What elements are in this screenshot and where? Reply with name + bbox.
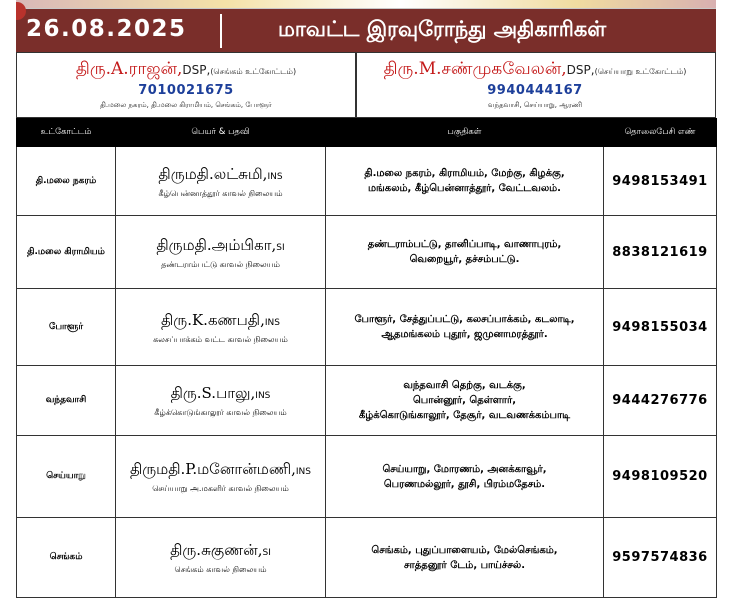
officer-rank: DSP, bbox=[182, 63, 211, 77]
areas-cell bbox=[326, 289, 604, 366]
patrol-officer-rank: SI bbox=[276, 242, 285, 253]
officer-name: திரு.M.சண்முகவேலன், bbox=[383, 59, 567, 79]
officer-card bbox=[355, 53, 715, 117]
column-header-areas: பகுதிகள் bbox=[326, 119, 604, 147]
areas-cell bbox=[326, 216, 604, 289]
officer-division: (செய்யாறு உட்கோட்டம்) bbox=[594, 67, 687, 76]
name-rank-cell bbox=[116, 518, 326, 598]
subdivision-cell: தி.மலை கிராமியம் bbox=[17, 216, 116, 289]
patrol-officer-name: திரு.S.பாலு, bbox=[170, 384, 256, 402]
patrol-officer-name: திரு.K.கணபதி, bbox=[161, 310, 265, 329]
subdivision-cell: செங்கம் bbox=[17, 518, 116, 598]
patrol-officer-rank: INS bbox=[264, 317, 280, 328]
phone-cell: 9498153491 bbox=[604, 147, 717, 216]
patrol-officer-name: திருமதி.அம்பிகா, bbox=[156, 235, 277, 254]
subdivision-cell: தி.மலை நகரம் bbox=[17, 147, 116, 216]
subdivision-cell: போளூர் bbox=[17, 289, 116, 366]
column-header-name-rank: பெயர் & பதவி bbox=[116, 119, 326, 147]
officer-card bbox=[17, 53, 357, 117]
page-title: மாவட்ட இரவுரோந்து அதிகாரிகள் bbox=[278, 17, 607, 41]
table-row bbox=[17, 436, 717, 518]
table-row bbox=[17, 216, 717, 289]
patrol-officer-rank: SI bbox=[262, 548, 271, 558]
area-line: பெரணமல்லூர், தூசி, பிரம்மதேசம். bbox=[383, 478, 546, 490]
phone-cell: 9597574836 bbox=[604, 518, 717, 598]
area-line: தி.மலை நகரம், கிராமியம், மேற்கு, கிழக்கு, bbox=[364, 168, 565, 179]
patrol-officer-name: திரு.சுகுணன், bbox=[170, 541, 263, 559]
areas-cell bbox=[326, 147, 604, 216]
header-banner bbox=[16, 0, 716, 52]
officer-phone: 7010021675 bbox=[138, 83, 234, 98]
police-station: தண்டராம்பட்டு காவல் நிலையம் bbox=[161, 259, 280, 269]
officer-division: (செங்கம் உட்கோட்டம்) bbox=[210, 67, 297, 76]
area-line: போளூர், சேத்துப்பட்டு, கலசப்பாக்கம், கடலாடி, bbox=[354, 314, 575, 325]
banner-divider bbox=[220, 14, 222, 48]
column-header-subdivision: உட்கோட்டம் bbox=[17, 119, 116, 147]
patrol-officer-name: திருமதி.லட்சுமி, bbox=[158, 164, 268, 183]
table-row bbox=[17, 366, 717, 436]
patrol-officer-rank: INS bbox=[267, 171, 283, 182]
police-station: கலசப்பாக்கம் வட்ட காவல் நிலையம் bbox=[153, 334, 288, 344]
table-row bbox=[17, 518, 717, 598]
column-header-phone: தொலைபேசி எண் bbox=[604, 119, 717, 147]
phone-cell: 9444276776 bbox=[604, 366, 717, 436]
table-row bbox=[17, 289, 717, 366]
name-rank-cell bbox=[116, 289, 326, 366]
phone-cell: 9498155034 bbox=[604, 289, 717, 366]
phone-cell: 8838121619 bbox=[604, 216, 717, 289]
name-rank-cell bbox=[116, 436, 326, 518]
officer-areas: தி.மலை நகரம், தி.மலை கிராமியம், செங்கம், போளூர் bbox=[100, 101, 272, 109]
subdivision-cell: செய்யாறு bbox=[17, 436, 116, 518]
area-line: கீழ்க்கொடுங்காலூர், தேசூர், வடவணக்கம்பாடி bbox=[358, 410, 571, 421]
subdivision-cell: வந்தவாசி bbox=[17, 366, 116, 436]
patrol-officer-name: திருமதி.P.மனோன்மணி, bbox=[129, 460, 296, 478]
area-line: பொன்னூர், தெள்ளார், bbox=[412, 395, 517, 406]
area-line: சாத்தனூர் டேம், பாய்ச்சல். bbox=[403, 559, 526, 571]
police-station: கீழ்பென்னாத்தூர் காவல் நிலையம் bbox=[158, 188, 283, 198]
officer-rank: DSP, bbox=[566, 63, 595, 77]
police-station: கீழ்க்கொடுங்காலூர் காவல் நிலையம் bbox=[154, 408, 287, 417]
table-header-row bbox=[17, 119, 717, 147]
areas-cell bbox=[326, 518, 604, 598]
patrol-officer-rank: INS bbox=[255, 391, 271, 401]
area-line: மங்கலம், கீழ்பென்னாத்தூர், வேட்டவலம். bbox=[368, 183, 561, 194]
decorative-stripe bbox=[16, 0, 716, 8]
areas-cell bbox=[326, 436, 604, 518]
areas-cell bbox=[326, 366, 604, 436]
officer-name-line bbox=[17, 59, 355, 81]
night-patrol-table bbox=[16, 118, 717, 598]
area-line: செங்கம், புதுப்பாளையம், மேல்செங்கம், bbox=[371, 544, 558, 556]
officer-name-line bbox=[355, 59, 715, 81]
police-station: செய்யாறு அ.மகளிர் காவல் நிலையம் bbox=[152, 484, 289, 493]
area-line: வெறையூர், தச்சம்பட்டு. bbox=[409, 254, 520, 265]
officer-areas: வந்தவாசி, செய்யாறு, ஆரணி bbox=[487, 101, 583, 109]
area-line: ஆதமங்கலம் புதூர், ஜமுனாமரத்தூர். bbox=[381, 329, 548, 340]
area-line: வந்தவாசி தெற்கு, வடக்கு, bbox=[403, 380, 526, 391]
roster-date: 26.08.2025 bbox=[26, 16, 187, 42]
police-station: செங்கம் காவல் நிலையம் bbox=[174, 565, 267, 574]
table-row bbox=[17, 147, 717, 216]
area-line: தண்டராம்பட்டு, தானிப்பாடி, வாணாபுரம், bbox=[367, 239, 562, 250]
officer-phone: 9940444167 bbox=[487, 83, 583, 98]
phone-cell: 9498109520 bbox=[604, 436, 717, 518]
name-rank-cell bbox=[116, 216, 326, 289]
name-rank-cell bbox=[116, 366, 326, 436]
officer-name: திரு.A.ராஜன், bbox=[75, 59, 183, 79]
name-rank-cell bbox=[116, 147, 326, 216]
patrol-officer-rank: INS bbox=[295, 467, 312, 477]
supervising-officers bbox=[16, 52, 716, 118]
area-line: செய்யாறு, மோரணம், அனக்காவூர், bbox=[382, 463, 547, 475]
